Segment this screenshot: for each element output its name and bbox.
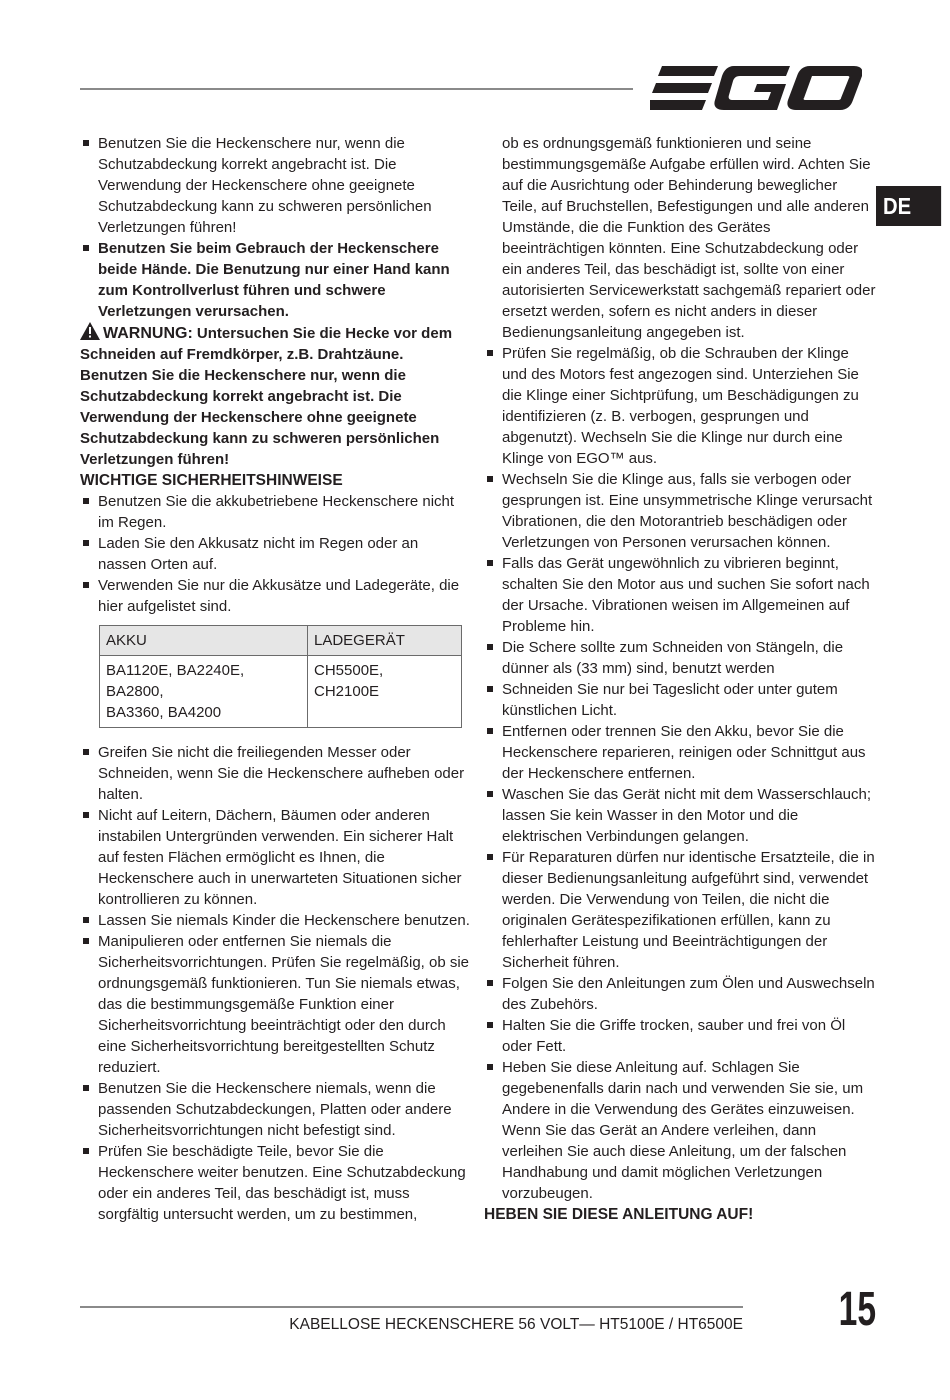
battery-charger-table: [99, 625, 462, 728]
list-item: Laden Sie den Akkusatz nicht im Regen oder an nassen Orten auf.: [80, 533, 470, 575]
table-row: [100, 656, 462, 728]
footer-rule: [80, 1306, 743, 1308]
list-item: Waschen Sie das Gerät nicht mit dem Wasserschlauch; lassen Sie kein Wasser in den Motor und die elektrischen Verbindungen gelangen.: [484, 784, 876, 847]
table-header-battery: AKKU: [100, 626, 308, 656]
list-item: Wechseln Sie die Klinge aus, falls sie verbogen oder gesprungen ist. Eine unsymmetrische Klinge verursacht Vibrationen, die den Motorantrieb beschädigen oder Verletzungen von Personen verursachen können.: [484, 469, 876, 553]
list-item: Benutzen Sie die akkubetriebene Heckenschere nicht im Regen.: [80, 491, 470, 533]
charger-models-line: CH2100E: [314, 683, 380, 700]
list-item: Für Reparaturen dürfen nur identische Ersatzteile, die in dieser Bedienungsanleitung aufgeführt sind, verwendet werden. Die Verwendung von Teilen, die nicht die originalen Gerätespezifikationen erfüllen, kann zu fehlerhafter Leistung und Beeinträchtigungen der Sicherheit führen.: [484, 847, 876, 973]
list-item: Nicht auf Leitern, Dächern, Bäumen oder anderen instabilen Untergründen verwenden. Ein sicherer Halt auf festen Flächen ermöglicht es Ihnen, die Heckenschere auch in unerwarteten Situationen sicher kontrollieren zu können.: [80, 805, 470, 910]
table-header-row: [100, 626, 462, 656]
ego-logo: [650, 62, 862, 114]
list-item: Folgen Sie den Anleitungen zum Ölen und Auswechseln des Zubehörs.: [484, 973, 876, 1015]
list-item: Verwenden Sie nur die Akkusätze und Ladegeräte, die hier aufgelistet sind.: [80, 575, 470, 617]
footer-title: KABELLOSE HECKENSCHERE 56 VOLT— HT5100E / HT6500E: [289, 1316, 743, 1333]
list-item-continuation: ob es ordnungsgemäß funktionieren und seine bestimmungsgemäße Aufgabe erfüllen wird. Achten Sie auf die Ausrichtung oder Behinderung beweglicher Teile, auf Bruchstellen, Befestigungen und alle anderen Umstände, die die Funktion des Gerätes beeinträchtigen könnten. Eine Schutzabdeckung oder ein anderes Teil, das beschädigt ist, sollte von einer autorisierten Servicewerkstatt sachgemäß repariert oder ersetzt werden, sofern es nicht anders in dieser Bedienungsanleitung angegeben ist.: [502, 135, 876, 341]
closing-heading: HEBEN SIE DIESE ANLEITUNG AUF!: [484, 1206, 754, 1223]
list-item: Heben Sie diese Anleitung auf. Schlagen Sie gegebenenfalls darin nach und verwenden Sie sie, um Andere in die Verwendung des Gerätes einzuweisen. Wenn Sie das Gerät an Andere verleihen, dann verleihen Sie auch diese Anleitung, um der falschen Handhabung und damit möglichen Verletzungen vorzubeugen.: [484, 1057, 876, 1204]
list-item: Halten Sie die Griffe trocken, sauber und frei von Öl oder Fett.: [484, 1015, 876, 1057]
charger-models-line: CH5500E,: [314, 662, 384, 679]
battery-models-line: BA1120E, BA2240E, BA2800,: [106, 662, 245, 700]
list-item: Prüfen Sie beschädigte Teile, bevor Sie die Heckenschere weiter benutzen. Eine Schutzabdeckung oder ein anderes Teil, das beschädigt ist, muss sorgfältig untersucht werden, um zu bestimmen,: [80, 1141, 470, 1225]
list-item: Entfernen oder trennen Sie den Akku, bevor Sie die Heckenschere reparieren, reinigen oder Schnittgut aus der Heckenschere entfernen.: [484, 721, 876, 784]
warning-label: WARNUNG:: [103, 325, 193, 342]
list-item: Schneiden Sie nur bei Tageslicht oder unter gutem künstlichen Licht.: [484, 679, 876, 721]
section-heading: WICHTIGE SICHERHEITSHINWEISE: [80, 472, 343, 489]
warning-text: Untersuchen Sie die Hecke vor dem Schneiden auf Fremdkörper, z.B. Drahtzäune. Benutzen Sie die Heckenschere nur, wenn die Schutzabdeckung korrekt angebracht ist. Die Verwendung der Heckenschere ohne geeignete Schutzabdeckung kann zu schweren persönlichen Verletzungen führen!: [80, 325, 453, 468]
list-item: Lassen Sie niemals Kinder die Heckenschere benutzen.: [80, 910, 470, 931]
list-item: Greifen Sie nicht die freiliegenden Messer oder Schneiden, wenn Sie die Heckenschere aufheben oder halten.: [80, 742, 470, 805]
list-item: Die Schere sollte zum Schneiden von Stängeln, die dünner als (33 mm) sind, benutzt werden: [484, 637, 876, 679]
warning-block: [80, 322, 470, 470]
right-column: [484, 133, 876, 1225]
list-item: Falls das Gerät ungewöhnlich zu vibrieren beginnt, schalten Sie den Motor aus und suchen Sie sofort nach der Ursache. Vibrationen weisen im Allgemeinen auf Probleme hin.: [484, 553, 876, 637]
page-number: 15: [838, 1283, 876, 1336]
list-item: Prüfen Sie regelmäßig, ob die Schrauben der Klinge und des Motors fest angezogen sind. Unterziehen Sie die Klinge einer Sichtprüfung, um Beschädigungen zu identifizieren (z. B. verbogen, gesprungen und abgenutzt). Wechseln Sie die Klinge nur durch eine Klinge von EGO™ aus.: [484, 343, 876, 469]
table-cell-batteries: [100, 656, 308, 728]
battery-models-line: BA3360, BA4200: [106, 704, 222, 721]
list-item: Benutzen Sie die Heckenschere nur, wenn die Schutzabdeckung korrekt angebracht ist. Die Verwendung der Heckenschere ohne geeignete Schutzabdeckung kann zu schweren persönlichen Verletzungen führen!: [80, 133, 470, 238]
table-cell-chargers: [308, 656, 462, 728]
list-item: Benutzen Sie die Heckenschere niemals, wenn die passenden Schutzabdeckungen, Platten oder andere Sicherheitsvorrichtungen nicht befestigt sind.: [80, 1078, 470, 1141]
left-column: [80, 133, 470, 1225]
warning-triangle-icon: [80, 322, 100, 340]
list-item: Manipulieren oder entfernen Sie niemals die Sicherheitsvorrichtungen. Prüfen Sie regelmäßig, ob sie ordnungsgemäß funktionieren. Tun Sie niemals etwas, das die bestimmungsgemäße Funktion einer Sicherheitsvorrichtung beeinträchtigt oder den durch eine Sicherheitsvorrichtung bereitgestellten Schutz reduziert.: [80, 931, 470, 1078]
header-rule: [80, 88, 633, 90]
list-item: Benutzen Sie beim Gebrauch der Heckenschere beide Hände. Die Benutzung nur einer Hand kann zum Kontrollverlust führen und schwere Verletzungen verursachen.: [80, 238, 470, 322]
language-tab: DE: [876, 186, 941, 226]
table-header-charger: LADEGERÄT: [308, 626, 462, 656]
